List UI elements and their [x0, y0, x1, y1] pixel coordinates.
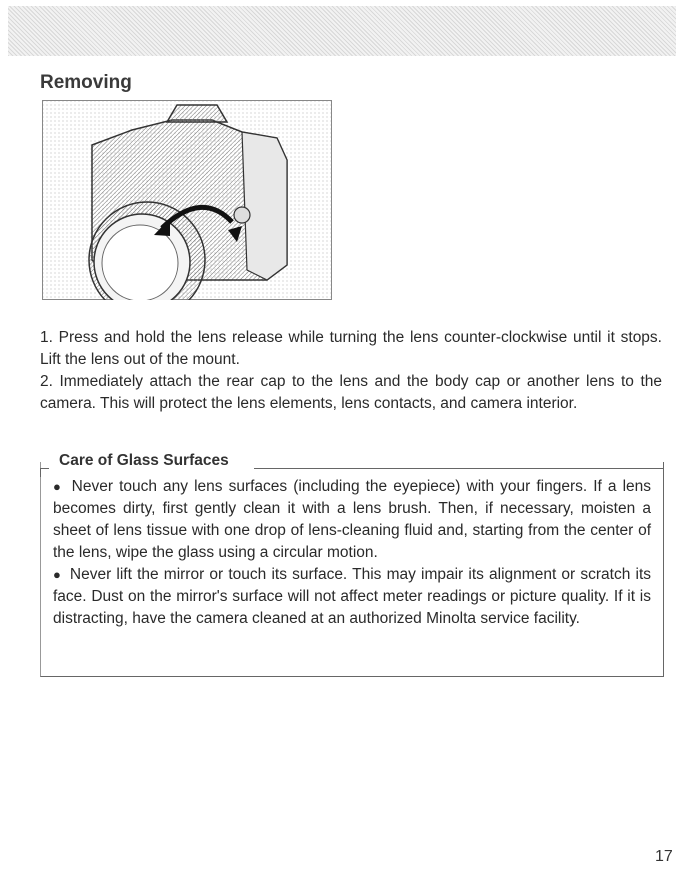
header-band [8, 6, 676, 56]
instruction-steps [40, 327, 662, 415]
care-title: Care of Glass Surfaces [55, 452, 233, 470]
step-2: 2. Immediately attach the rear cap to the lens and the body cap or another lens to the camera. This will protect the lens elements, lens contacts, and camera interior. [40, 373, 662, 412]
bullet-icon: ● [53, 479, 63, 494]
bullet-icon: ● [53, 567, 62, 582]
step-1: 1. Press and hold the lens release while turning the lens counter-clockwise until it stops. Lift the lens out of the mount. [40, 329, 662, 368]
page-number: 17 [655, 848, 673, 865]
camera-lens-removal-illustration [42, 100, 332, 300]
care-item: ● Never lift the mirror or touch its surface. This may impair its alignment or scratch its face. Dust on the mirror's surface will not affect meter readings or picture quality. If it is distracting, have the camera cleaned at an authorized Minolta service facility. [53, 566, 651, 627]
care-body [53, 476, 651, 630]
care-of-glass-surfaces-box [40, 452, 664, 677]
box-top-rule [254, 468, 664, 469]
box-corner-bracket [40, 468, 49, 477]
care-item: ● Never touch any lens surfaces (including the eyepiece) with your fingers. If a lens becomes dirty, first gently clean it with a lens brush. Then, if necessary, moisten a sheet of lens tissue with one drop of lens-cleaning fluid and, starting from the center of the lens, wipe the glass using a circular motion. [53, 478, 651, 561]
section-title: Removing [40, 72, 132, 93]
